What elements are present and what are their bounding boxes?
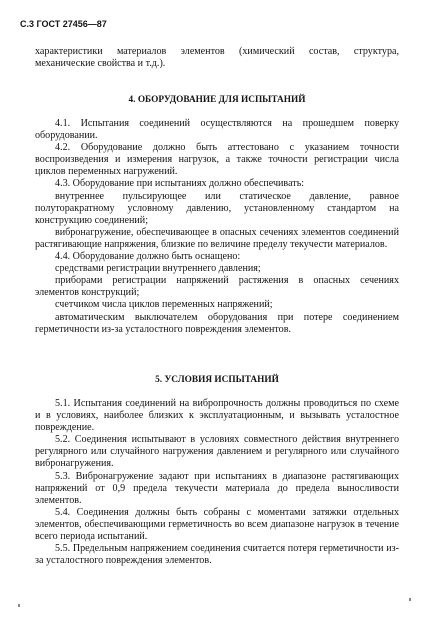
paragraph-4-3-a: внутреннее пульсирующее или статическое давление, равное полуторакратному условному давлению, установленному стандартом на конструкцию соединений; [35, 190, 399, 226]
paragraph-4-3-b: вибронагружение, обеспечивающее в опасных сечениях элементов соединений растягивающие напряжения, близкие по величине пределу текучести материалов. [35, 226, 399, 250]
section-5-title: 5. УСЛОВИЯ ИСПЫТАНИЙ [155, 375, 279, 385]
paragraph-4-3: 4.3. Оборудование при испытаниях должно обеспечивать: [55, 178, 305, 190]
paragraph-5-1: 5.1. Испытания соединений на вибропрочность должны проводиться по схеме и в условиях, наиболее близких к эксплуатационным, и вызывать усталостное повреждение. [35, 398, 399, 434]
section-5-body [35, 398, 399, 567]
paragraph-4-2: 4.2. Оборудование должно быть аттестовано с указанием точности воспроизведения и измерения нагрузок, а также точности регистрации числа циклов переменных нагружений. [35, 142, 399, 178]
paragraph: характеристики материалов элементов (химический состав, структура, механические свойства и т.д.). [35, 46, 399, 70]
paragraph-4-4-d: автоматическим выключателем оборудования при потере соединением герметичности из-за усталостного повреждения элементов. [35, 311, 399, 335]
page-header: С.3 ГОСТ 27456—87 [20, 19, 107, 29]
paragraph-5-2: 5.2. Соединения испытывают в условиях совместного действия внутреннего регулярного или случайного нагружения давлением и регулярного или случайного вибронагружения. [35, 434, 399, 470]
intro-block [35, 46, 399, 70]
paragraph-4-4-b: приборами регистрации напряжений растяжения в опасных сечениях элементов конструкций; [35, 275, 399, 299]
paragraph-5-5: 5.5. Предельным напряжением соединения считается потеря герметичности из-за усталостного повреждения элементов. [35, 543, 399, 567]
paragraph-4-1: 4.1. Испытания соединений осуществляются на прошедшем поверку оборудовании. [35, 118, 399, 142]
paragraph-5-4: 5.4. Соединения должны быть собраны с моментами затяжки отдельных элементов, обеспечивающими герметичность во всем диапазоне нагрузок в течение всего периода испытаний. [35, 506, 399, 543]
section-4-body [35, 118, 399, 336]
paragraph-4-4: 4.4. Оборудование должно быть оснащено: [55, 251, 241, 263]
scan-mark [409, 598, 411, 601]
paragraph-5-3: 5.3. Вибронагружение задают при испытаниях в диапазоне растягивающих напряжений от 0,9 предела текучести материала до предела выносливости элементов. [35, 470, 399, 506]
paragraph-4-4-c: счетчиком числа циклов переменных напряжений; [55, 299, 273, 311]
scan-mark [18, 604, 20, 607]
section-4-title: 4. ОБОРУДОВАНИЕ ДЛЯ ИСПЫТАНИЙ [128, 95, 306, 105]
paragraph-4-4-a: средствами регистрации внутреннего давления; [55, 263, 261, 275]
